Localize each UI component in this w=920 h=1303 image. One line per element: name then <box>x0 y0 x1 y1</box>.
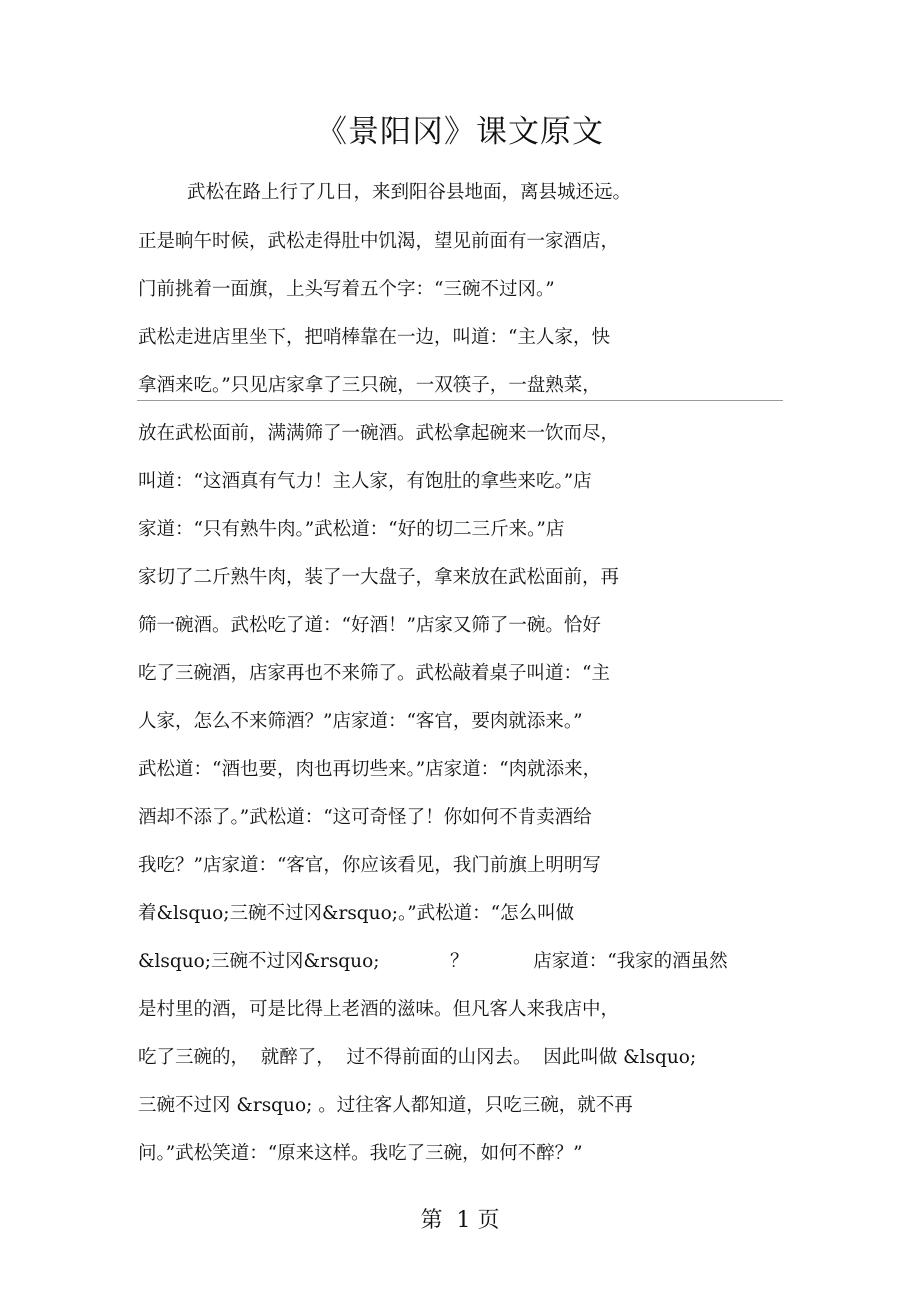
paragraph-line: 叫道：“这酒真有气力！主人家，有饱肚的拿些来吃。”店 <box>138 471 592 492</box>
paragraph-line: 筛一碗酒。武松吃了道：“好酒！”店家又筛了一碗。恰好 <box>138 615 601 636</box>
page-number: 第 1 页 <box>420 1208 500 1233</box>
paragraph-line: 是村里的酒，可是比得上老酒的滋味。但凡客人来我店中， <box>138 999 620 1020</box>
paragraph-line: 问。”武松笑道：“原来这样。我吃了三碗，如何不醉？” <box>138 1143 583 1164</box>
document-title: 《景阳冈》课文原文 <box>316 114 604 150</box>
paragraph-line: 吃了三碗的， 就醉了， 过不得前面的山冈去。 因此叫做 &lsquo; <box>138 1047 697 1068</box>
paragraph-line: 家道：“只有熟牛肉。”武松道：“好的切二三斤来。”店 <box>138 519 565 540</box>
paragraph-line: 人家，怎么不来筛酒？”店家道：“客官，要肉就添来。” <box>138 711 583 732</box>
paragraph-line: 武松走进店里坐下，把哨棒靠在一边，叫道：“主人家，快 <box>138 327 610 348</box>
paragraph-line: 武松道：“酒也要，肉也再切些来。”店家道：“肉就添来， <box>138 759 602 780</box>
paragraph-line: 酒却不添了。”武松道：“这可奇怪了！你如何不肯卖酒给 <box>138 807 592 828</box>
paragraph-line: 我吃？”店家道：“客官，你应该看见，我门前旗上明明写 <box>138 855 601 876</box>
paragraph-line: 武松在路上行了几日，来到阳谷县地面，离县城还远。 <box>187 182 632 203</box>
horizontal-divider <box>137 400 783 401</box>
paragraph-line: 放在武松面前，满满筛了一碗酒。武松拿起碗来一饮而尽， <box>138 423 620 444</box>
paragraph-line: &lsquo;三碗不过冈&rsquo; ？ 店家道：“我家的酒虽然 <box>138 951 728 972</box>
paragraph-line: 门前挑着一面旗，上头写着五个字：“三碗不过冈。” <box>138 279 555 300</box>
paragraph-line: 家切了二斤熟牛肉，装了一大盘子，拿来放在武松面前，再 <box>138 567 620 588</box>
paragraph-line: 拿酒来吃。”只见店家拿了三只碗，一双筷子，一盘熟菜， <box>138 375 601 396</box>
paragraph-line: 吃了三碗酒，店家再也不来筛了。武松敲着桌子叫道：“主 <box>138 663 610 684</box>
paragraph-line: 正是晌午时候，武松走得肚中饥渴，望见前面有一家酒店， <box>138 231 620 252</box>
paragraph-line: 三碗不过冈 &rsquo; 。过往客人都知道，只吃三碗，就不再 <box>138 1095 633 1116</box>
paragraph-line: 着&lsquo;三碗不过冈&rsquo;。”武松道：“怎么叫做 <box>138 903 575 924</box>
